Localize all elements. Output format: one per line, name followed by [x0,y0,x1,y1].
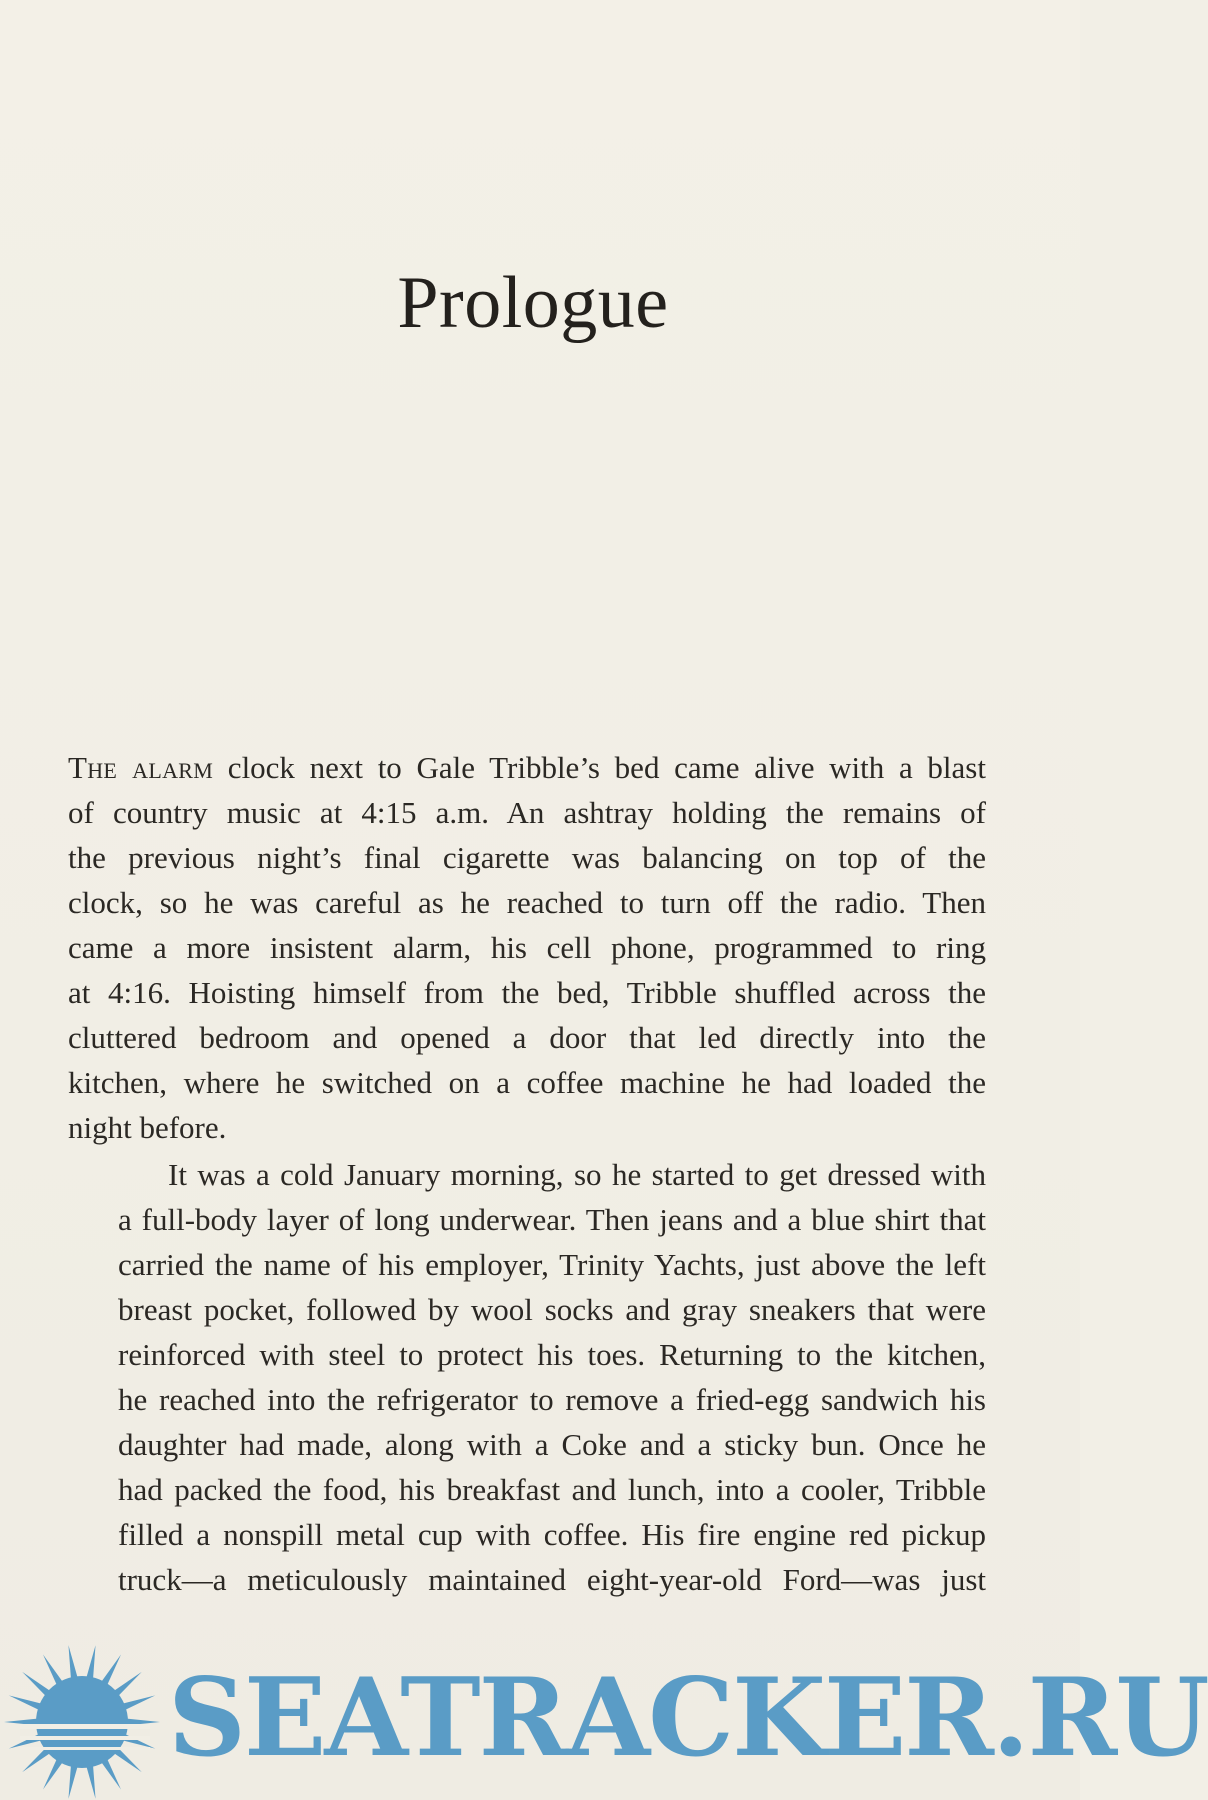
text-line: a full-body layer of long underwear. Then jeans and a blue shirt that [118,1202,986,1237]
text-line: he reached into the refrigerator to remove a fried-egg sandwich his [118,1382,986,1417]
watermark [0,1640,1208,1800]
text-line: kitchen, where he switched on a coffee machine he had loaded the [68,1065,986,1100]
text-line: cluttered bedroom and opened a door that led directly into the [68,1020,986,1055]
text-line: carried the name of his employer, Trinity Yachts, just above the left [118,1247,986,1282]
text-line: the previous night’s final cigarette was balancing on top of the [68,840,986,875]
paragraph-1 [68,745,986,1150]
text-line: The alarm clock next to Gale Tribble’s bed came alive with a blast [68,750,986,785]
text-line: filled a nonspill metal cup with coffee. His fire engine red pickup [118,1517,986,1552]
text-line: reinforced with steel to protect his toes. Returning to the kitchen, [118,1337,986,1372]
text-line: It was a cold January morning, so he started to get dressed with [168,1157,986,1192]
text-line: breast pocket, followed by wool socks and gray sneakers that were [118,1292,986,1327]
text-line: of country music at 4:15 a.m. An ashtray holding the remains of [68,795,986,830]
text-line: clock, so he was careful as he reached to turn off the radio. Then [68,885,986,920]
sun-icon [0,1640,170,1800]
text-line: at 4:16. Hoisting himself from the bed, Tribble shuffled across the [68,975,986,1010]
text-line: night before. [68,1110,227,1145]
text-line: truck—a meticulously maintained eight-year-old Ford—was just [118,1562,986,1597]
lead-in-small-caps: The alarm [68,750,214,785]
text-line: daughter had made, along with a Coke and a sticky bun. Once he [118,1427,986,1462]
text-line: came a more insistent alarm, his cell phone, programmed to ring [68,930,986,965]
paragraph-2 [68,1152,986,1602]
chapter-title: Prologue [397,262,669,344]
watermark-text: SEATRACKER.RU [168,1655,1208,1781]
body-text [68,745,986,1602]
text-line: had packed the food, his breakfast and lunch, into a cooler, Tribble [118,1472,986,1507]
